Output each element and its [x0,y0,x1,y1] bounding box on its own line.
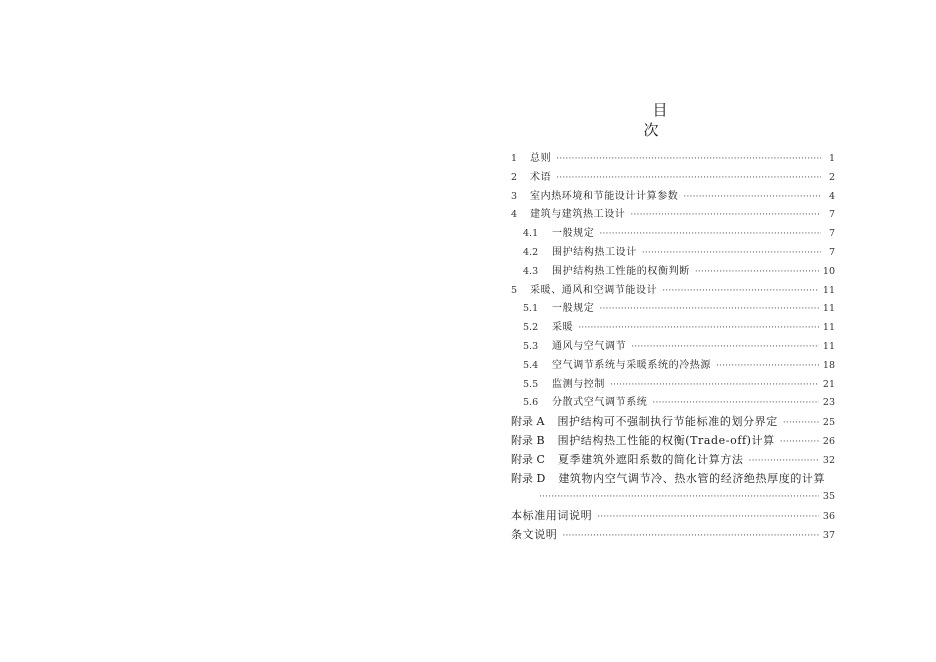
dot-leader [599,225,821,244]
toc-entry-5-1[interactable] [511,300,835,319]
entry-page: 4 [828,190,835,202]
entry-label: 围护结构可不强制执行节能标准的划分界定 [557,415,778,429]
entry-label: 采暖 [552,322,574,334]
dot-leader [695,263,819,282]
toc-entry-appendix-a[interactable] [511,413,835,432]
entry-number: 4.2 [523,246,539,258]
entry-page: 26 [822,435,835,447]
dot-leader [662,282,819,301]
entry-page: 11 [822,284,835,296]
entry-page: 36 [822,511,835,523]
entry-page: 7 [828,228,835,240]
toc-entry-5-6[interactable] [511,394,835,413]
dot-leader [539,488,819,507]
entry-number: 附录 A [511,415,545,429]
entry-page: 18 [822,359,835,371]
dot-leader [556,150,821,169]
dot-leader [578,319,819,338]
dot-leader [597,508,819,527]
entry-label: 围护结构热工性能的权衡判断 [552,265,690,277]
entry-label: 通风与空气调节 [552,340,627,352]
dot-leader [562,527,819,546]
entry-page: 2 [828,171,835,183]
toc-entry-appendix-b[interactable] [511,432,835,451]
dot-leader [610,376,819,395]
toc-list [511,150,835,545]
dot-leader [556,169,821,188]
toc-entry-4-3[interactable] [511,263,835,282]
entry-label: 条文说明 [511,527,558,541]
entry-label: 本标准用词说明 [511,509,593,523]
entry-number: 1 [511,153,518,164]
entry-number: 附录 C [511,452,545,466]
entry-label: 术语 [530,171,552,183]
entry-number: 5.5 [523,378,539,390]
entry-number: 5.1 [523,303,539,315]
toc-entry-2[interactable] [511,169,835,188]
entry-page: 32 [822,454,835,466]
entry-number: 4.3 [523,265,539,277]
dot-leader [749,452,819,471]
entry-number: 5 [511,284,518,296]
entry-page: 7 [828,246,835,258]
entry-number: 4 [511,209,518,221]
toc-entry-appendix-d-continued[interactable] [511,488,835,507]
entry-page: 11 [822,340,835,352]
entry-page: 10 [822,265,835,277]
entry-page: 7 [828,209,835,221]
dot-leader [642,244,821,263]
toc-entry-4-1[interactable] [511,225,835,244]
entry-page: 25 [822,417,835,429]
toc-entry-1[interactable] [511,150,835,169]
entry-number: 附录 D [511,471,546,485]
entry-label: 采暖、通风和空调节能设计 [530,284,658,296]
entry-label: 围护结构热工设计 [552,246,637,258]
toc-entry-5[interactable] [511,282,835,301]
entry-number: 5.2 [523,322,539,334]
toc-entry-5-2[interactable] [511,319,835,338]
toc-entry-5-4[interactable] [511,357,835,376]
toc-entry-3[interactable] [511,188,835,207]
toc-entry-appendix-d[interactable] [511,470,835,489]
dot-leader [683,188,821,207]
dot-leader [783,414,819,433]
entry-page: 11 [822,322,835,334]
dot-leader [716,357,819,376]
entry-number: 附录 B [511,433,545,447]
entry-label: 空气调节系统与采暖系统的冷热源 [552,359,711,371]
toc-entry-4[interactable] [511,206,835,225]
entry-number: 4.1 [523,228,539,240]
entry-page: 11 [822,303,835,315]
entry-page: 35 [822,491,835,503]
entry-number: 2 [511,171,518,183]
toc-title: 目 次 [643,101,719,139]
toc-entry-clause-explanation[interactable] [511,526,835,545]
toc-entry-appendix-c[interactable] [511,451,835,470]
entry-number: 5.4 [523,359,539,371]
entry-page: 1 [828,153,835,164]
toc-entry-wording-explanation[interactable] [511,507,835,526]
dot-leader [599,300,819,319]
entry-page: 23 [822,397,835,409]
entry-number: 3 [511,190,518,202]
entry-label: 室内热环境和节能设计计算参数 [530,190,679,202]
entry-page: 37 [822,529,835,541]
dot-leader [652,394,819,413]
entry-label: 分散式空气调节系统 [552,397,648,409]
entry-number: 5.3 [523,340,539,352]
entry-label: 建筑与建筑热工设计 [530,209,626,221]
entry-label: 建筑物内空气调节冷、热水管的经济绝热厚度的计算 [558,471,826,485]
toc-entry-5-3[interactable] [511,338,835,357]
entry-page: 21 [822,378,835,390]
entry-label: 夏季建筑外遮阳系数的简化计算方法 [557,452,744,466]
dot-leader [780,433,819,452]
entry-label: 总则 [530,153,552,164]
dot-leader [631,338,819,357]
dot-leader [630,206,821,225]
entry-label: 一般规定 [552,303,595,315]
entry-label: 监测与控制 [552,378,605,390]
entry-label: 一般规定 [552,228,595,240]
toc-entry-5-5[interactable] [511,376,835,395]
entry-number: 5.6 [523,397,539,409]
entry-label: 围护结构热工性能的权衡(Trade-off)计算 [557,433,775,447]
toc-entry-4-2[interactable] [511,244,835,263]
